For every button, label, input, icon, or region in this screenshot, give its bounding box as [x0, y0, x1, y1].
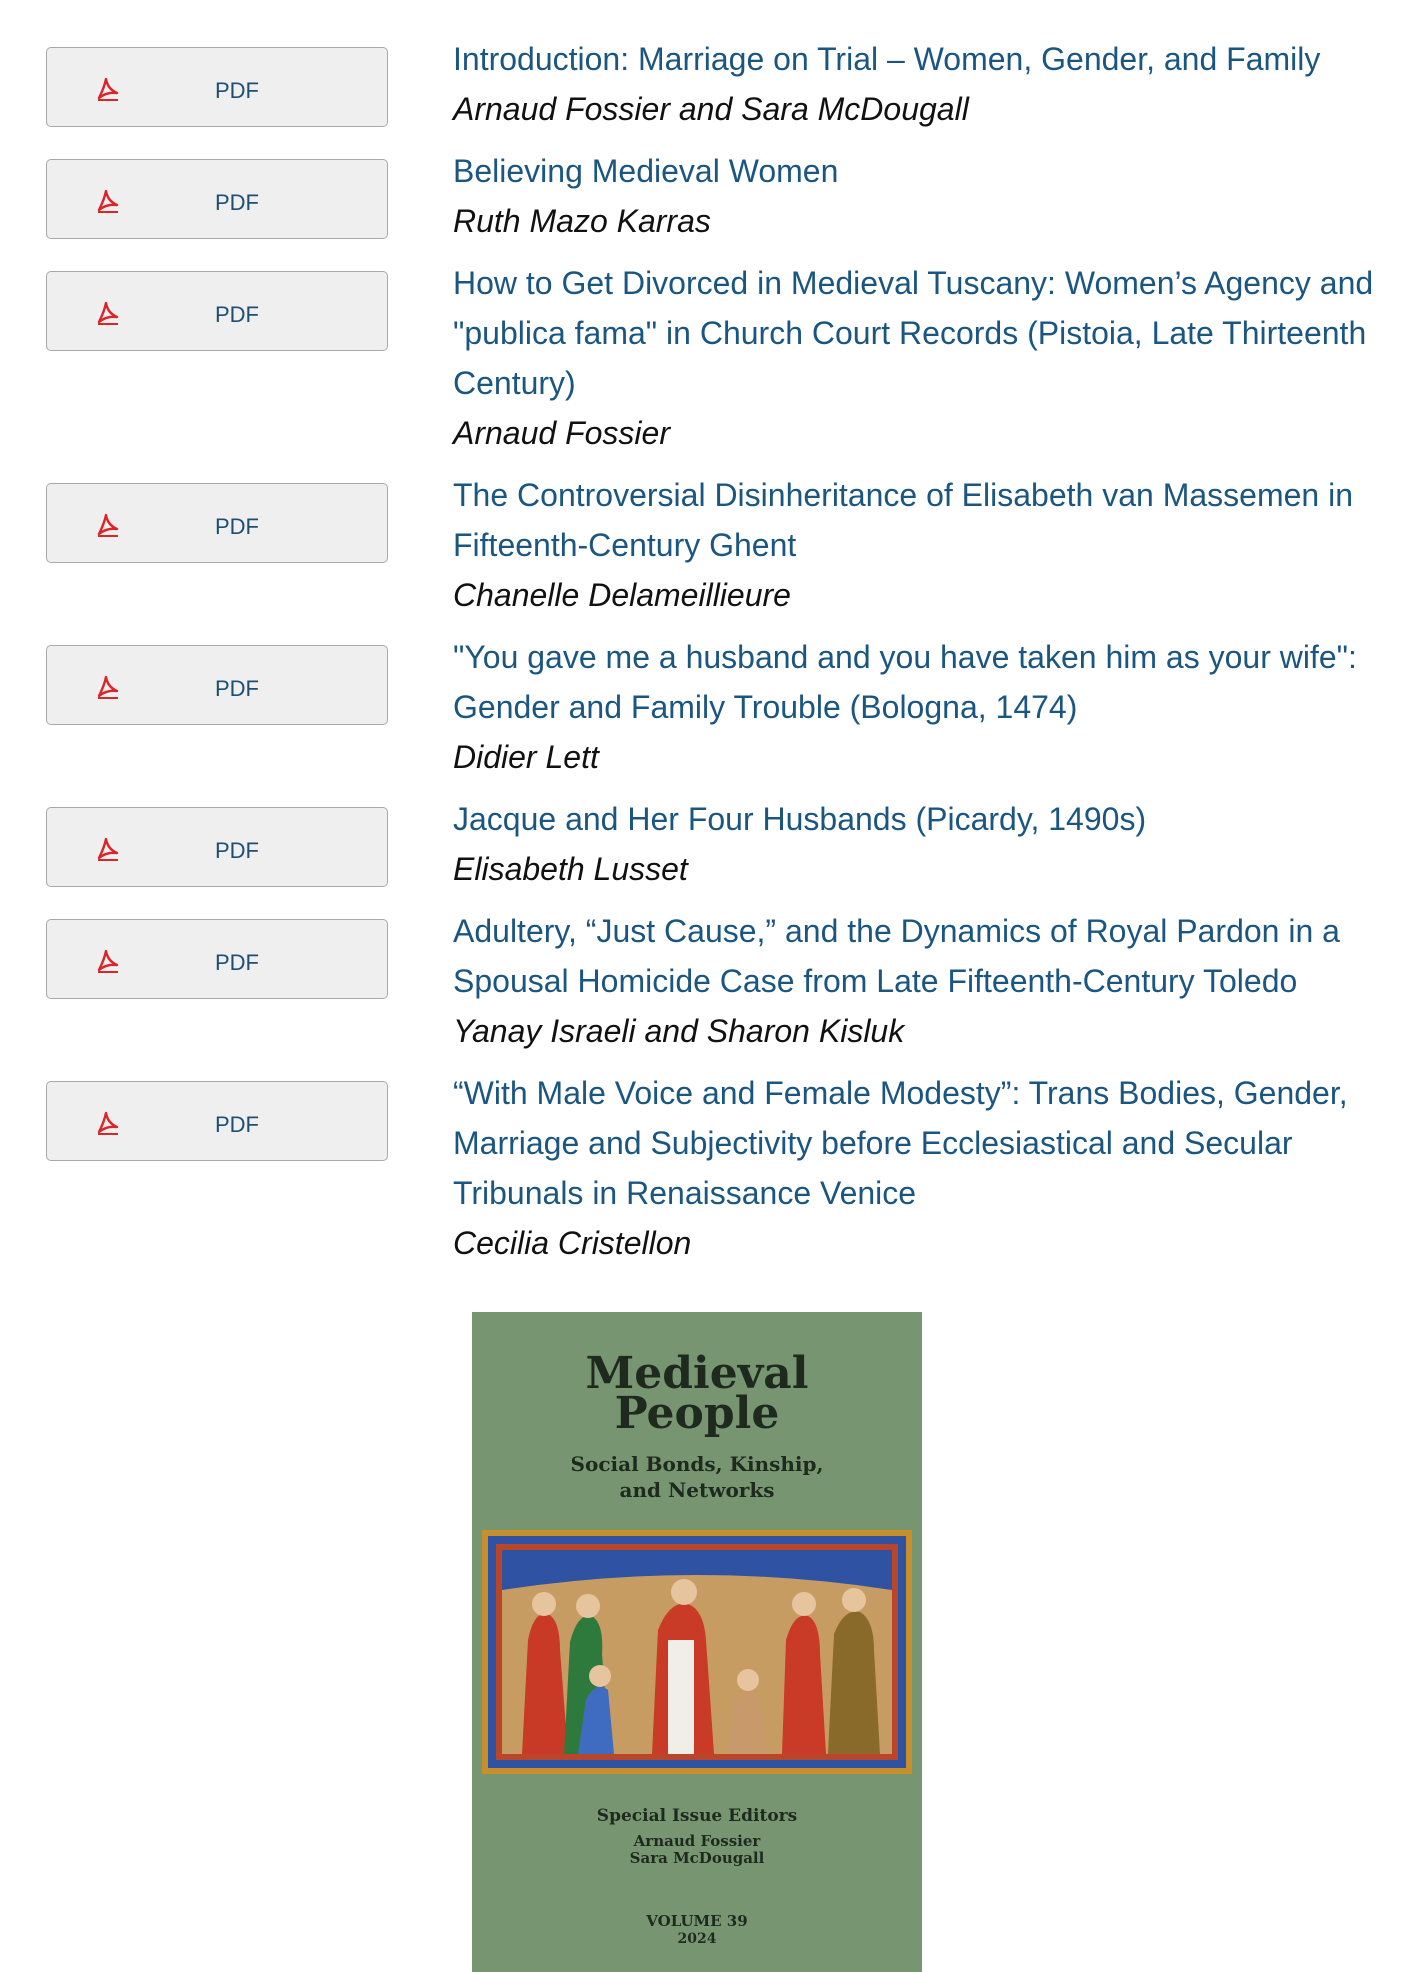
- pdf-label: PDF: [215, 190, 259, 215]
- pdf-label: PDF: [215, 838, 259, 863]
- pdf-label: PDF: [215, 1112, 259, 1137]
- article-authors: Arnaud Fossier: [453, 415, 670, 451]
- pdf-download-button[interactable]: [46, 483, 388, 563]
- article-title-link[interactable]: "You gave me a husband and you have taken him as your wife": Gender and Family Trouble (Bologna, 1474): [453, 639, 1357, 725]
- pdf-icon: [95, 836, 121, 862]
- cover-editors-heading: Special Issue Editors: [596, 1806, 798, 1826]
- article-authors: Ruth Mazo Karras: [453, 203, 711, 239]
- pdf-download-button[interactable]: [46, 271, 388, 351]
- pdf-download-button[interactable]: [46, 645, 388, 725]
- article-authors: Elisabeth Lusset: [453, 851, 688, 887]
- pdf-icon: [95, 1110, 121, 1136]
- pdf-label: PDF: [215, 950, 259, 975]
- article-authors: Didier Lett: [453, 739, 599, 775]
- pdf-icon: [95, 188, 121, 214]
- pdf-icon: [95, 76, 121, 102]
- pdf-label: PDF: [215, 78, 259, 103]
- article-title-link[interactable]: The Controversial Disinheritance of Elisabeth van Massemen in Fifteenth-Century Ghent: [453, 477, 1353, 563]
- cover-editor-2: Sara McDougall: [629, 1849, 765, 1867]
- pdf-download-button[interactable]: [46, 919, 388, 999]
- pdf-label: PDF: [215, 514, 259, 539]
- pdf-icon: [95, 674, 121, 700]
- article-authors: Chanelle Delameillieure: [453, 577, 791, 613]
- cover-title-line2: People: [614, 1388, 780, 1439]
- cover-editor-1: Arnaud Fossier: [633, 1832, 761, 1850]
- cover-title-line1: Medieval: [585, 1348, 809, 1399]
- article-title-link[interactable]: Believing Medieval Women: [453, 153, 839, 189]
- article-title-link[interactable]: How to Get Divorced in Medieval Tuscany: Women’s Agency and "publica fama" in Church Court Records (Pistoia, Late Thirteenth Century): [453, 265, 1374, 401]
- pdf-label: PDF: [215, 676, 259, 701]
- article-authors: Yanay Israeli and Sharon Kisluk: [453, 1013, 905, 1049]
- cover-subtitle-line1: Social Bonds, Kinship,: [570, 1452, 824, 1476]
- article-authors: Cecilia Cristellon: [453, 1225, 692, 1261]
- article-title-link[interactable]: “With Male Voice and Female Modesty”: Trans Bodies, Gender, Marriage and Subjectivity before Ecclesiastical and Secular Tribunals in Renaissance Venice: [453, 1075, 1348, 1211]
- article-title-link[interactable]: Introduction: Marriage on Trial – Women, Gender, and Family: [453, 41, 1321, 77]
- pdf-icon: [95, 948, 121, 974]
- pdf-icon: [95, 300, 121, 326]
- cover-illustration: [482, 1530, 912, 1774]
- cover-subtitle-line2: and Networks: [619, 1478, 775, 1502]
- cover-volume: VOLUME 39: [646, 1912, 748, 1930]
- journal-cover-image[interactable]: [472, 1312, 922, 1972]
- article-title-link[interactable]: Adultery, “Just Cause,” and the Dynamics of Royal Pardon in a Spousal Homicide Case from Late Fifteenth-Century Toledo: [453, 913, 1340, 999]
- pdf-label: PDF: [215, 302, 259, 327]
- article-title-link[interactable]: Jacque and Her Four Husbands (Picardy, 1490s): [453, 801, 1147, 837]
- pdf-download-button[interactable]: [46, 159, 388, 239]
- cover-year: 2024: [677, 1931, 717, 1947]
- pdf-download-button[interactable]: [46, 47, 388, 127]
- pdf-icon: [95, 512, 121, 538]
- pdf-download-button[interactable]: [46, 1081, 388, 1161]
- article-authors: Arnaud Fossier and Sara McDougall: [453, 91, 969, 127]
- pdf-download-button[interactable]: [46, 807, 388, 887]
